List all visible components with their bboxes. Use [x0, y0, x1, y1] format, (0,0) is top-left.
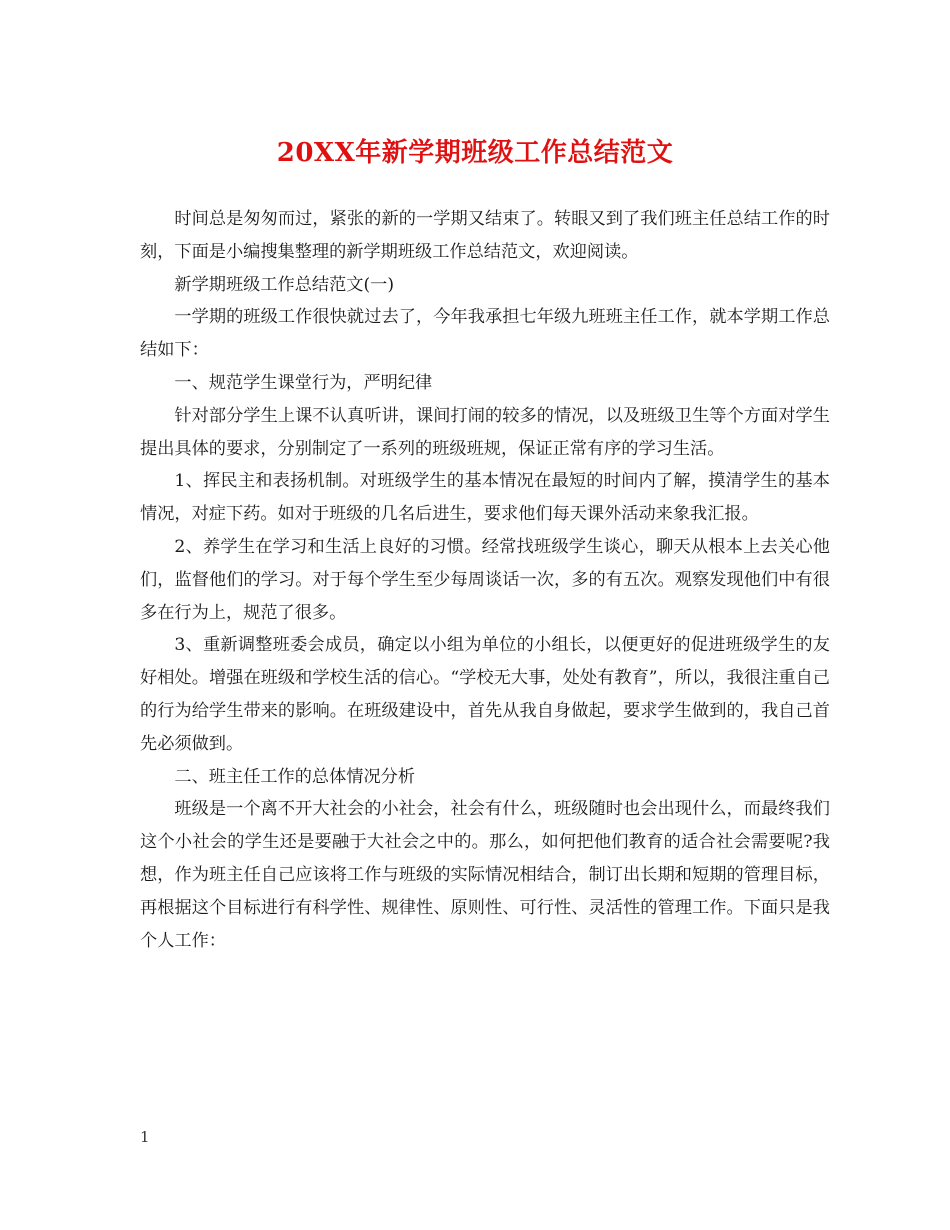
document-body	[140, 203, 830, 957]
page-number: 1	[140, 1128, 150, 1146]
paragraph-subtitle: 新学期班级工作总结范文(一)	[174, 274, 395, 295]
paragraph-section-1: 针对部分学生上课不认真听讲，课间打闹的较多的情况，以及班级卫生等个方面对学生提出具体的要求，分别制定了一系列的班级班规，保证正常有序的学习生活。	[140, 405, 830, 459]
paragraph-item-3: 3、重新调整班委会成员，确定以小组为单位的小组长，以便更好的促进班级学生的友好相处。增强在班级和学校生活的信心。“学校无大事，处处有教育”，所以，我很注重自己的行为给学生带来的影响。在班级建设中，首先从我自身做起，要求学生做到的，我自己首先必须做到。	[140, 635, 830, 754]
paragraph-item-1: 1、挥民主和表扬机制。对班级学生的基本情况在最短的时间内了解，摸清学生的基本情况，对症下药。如对于班级的几名后进生，要求他们每天课外活动来象我汇报。	[140, 471, 830, 525]
section-heading-2: 二、班主任工作的总体情况分析	[174, 766, 416, 787]
paragraph-item-2: 2、养学生在学习和生活上良好的习惯。经常找班级学生谈心，聊天从根本上去关心他们，监督他们的学习。对于每个学生至少每周谈话一次，多的有五次。观察发现他们中有很多在行为上，规范了很多。	[140, 536, 830, 623]
paragraph-intro: 时间总是匆匆而过，紧张的新的一学期又结束了。转眼又到了我们班主任总结工作的时刻，下面是小编搜集整理的新学期班级工作总结范文，欢迎阅读。	[140, 209, 830, 262]
document-title: 20XX年新学期班级工作总结范文	[276, 138, 674, 168]
section-heading-1: 一、规范学生课堂行为，严明纪律	[174, 372, 433, 393]
paragraph-overview: 一学期的班级工作很快就过去了，今年我承担七年级九班班主任工作，就本学期工作总结如下：	[140, 307, 830, 361]
paragraph-section-2: 班级是一个离不开大社会的小社会，社会有什么，班级随时也会出现什么，而最终我们这个小社会的学生还是要融于大社会之中的。那么，如何把他们教育的适合社会需要呢?我想，作为班主任自己应该将工作与班级的实际情况相结合，制订出长期和短期的管理目标，再根据这个目标进行有科学性、规律性、原则性、可行性、灵活性的管理工作。下面只是我个人工作：	[140, 799, 830, 951]
